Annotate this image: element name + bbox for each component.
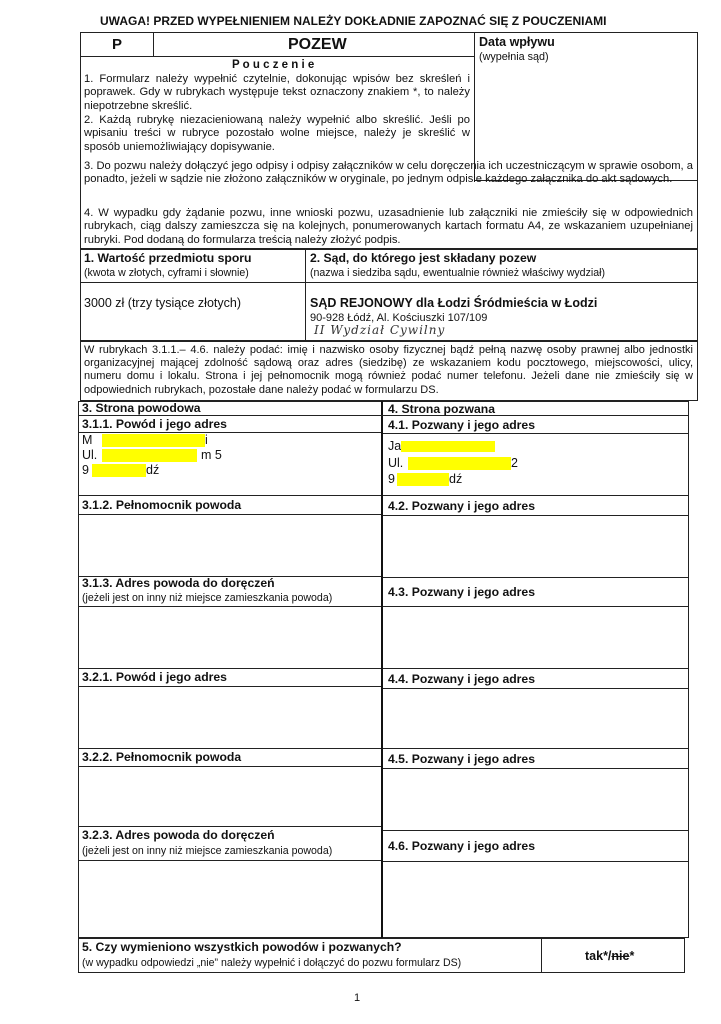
plaintiff-section-title: 3. Strona powodowa: [82, 401, 201, 415]
plaintiff-323-sub: (jeżeli jest on inny niż miejsce zamieszkania powoda): [82, 845, 333, 857]
instructions-heading: P o u c z e n i e: [232, 59, 315, 71]
defendant-45-label: 4.5. Pozwany i jego adres: [388, 752, 535, 766]
redaction-highlight: [102, 449, 197, 462]
defendant-43-label: 4.3. Pozwany i jego adres: [388, 585, 535, 599]
court-name: SĄD REJONOWY dla Łodzi Śródmieścia w Łodzi: [310, 296, 598, 310]
question5-sub: (w wypadku odpowiedzi „nie” należy wypełnić i dołączyć do pozwu formularz DS): [82, 957, 462, 969]
plaintiff-322-label: 3.2.2. Pełnomocnik powoda: [82, 750, 242, 764]
plaintiff-313-sub: (jeżeli jest on inny niż miejsce zamieszkania powoda): [82, 592, 333, 604]
form-title: POZEW: [288, 36, 347, 53]
court-sub: (nazwa i siedziba sądu, ewentualnie również właściwy wydział): [310, 267, 605, 279]
instruction-1: 1. Formularz należy wypełnić czytelnie, dokonując wpisów bez skreśleń i poprawek. Gdy w rubrykach występuje tekst oznaczony znakiem *, to należy niepotrzebne skreślić.: [84, 73, 470, 112]
question5-answer: tak*/nie*: [585, 949, 635, 963]
redaction-highlight: [401, 441, 495, 452]
plaintiff-311-label: 3.1.1. Powód i jego adres: [82, 417, 227, 431]
instruction-2: 2. Każdą rubrykę niezacieniowaną należy wypełnić albo skreślić. Jeśli po wpisaniu treści w rubryce pozostało wolne miejsce, należy je skreślić w sposób uniemożliwiający dopisywanie.: [84, 114, 470, 153]
instruction-4: 4. W wypadku gdy żądanie pozwu, inne wnioski pozwu, uzasadnienie lub załączniki nie zmieściły się w odpowiednich rubrykach, ciąg dalszy zamieszcza się na kolejnych, ponumerowanych kartach formatu A4, ze wskazaniem uzupełnianej rubryki. Pod dodaną do formularza treścią należy złożyć podpis.: [84, 207, 693, 246]
plaintiff-312-label: 3.1.2. Pełnomocnik powoda: [82, 498, 242, 512]
defendant-section-title: 4. Strona pozwana: [388, 402, 495, 416]
defendant-44-label: 4.4. Pozwany i jego adres: [388, 672, 535, 686]
receipt-date-label: Data wpływu: [479, 35, 555, 49]
defendant-41-label: 4.1. Pozwany i jego adres: [388, 418, 535, 432]
defendant-46-label: 4.6. Pozwany i jego adres: [388, 839, 535, 853]
plaintiff-323-label: 3.2.3. Adres powoda do doręczeń: [82, 828, 275, 842]
plaintiff-313-label: 3.1.3. Adres powoda do doręczeń: [82, 576, 275, 590]
court-handwritten-division: II Wydział Cywilny: [314, 323, 446, 337]
value-sub: (kwota w złotych, cyframi i słownie): [84, 267, 249, 279]
plaintiff-321-label: 3.2.1. Powód i jego adres: [82, 670, 227, 684]
redaction-highlight: [92, 464, 146, 477]
warning-banner: UWAGA! PRZED WYPEŁNIENIEM NALEŻY DOKŁADNIE ZAPOZNAĆ SIĘ Z POUCZENIAMI: [100, 14, 607, 28]
answer-no-struck: nie: [611, 949, 630, 963]
receipt-date-sub: (wypełnia sąd): [479, 51, 549, 63]
redaction-highlight: [102, 434, 205, 447]
redaction-highlight: [408, 457, 511, 470]
value-amount: 3000 zł (trzy tysiące złotych): [84, 296, 241, 310]
defendant-42-label: 4.2. Pozwany i jego adres: [388, 499, 535, 513]
court-label: 2. Sąd, do którego jest składany pozew: [310, 251, 537, 265]
value-label: 1. Wartość przedmiotu sporu: [84, 251, 252, 265]
defendant-41-content: Ja Ul. 2 9 dź: [388, 439, 518, 486]
form-code: P: [112, 36, 123, 53]
instruction-3: 3. Do pozwu należy dołączyć jego odpisy i odpisy załączników w celu doręczenia ich uczestniczącym w sprawie osobom, a ponadto, jeżeli w sądzie nie złożono załączników w oryginale, po jednym odpisie każdego załącznika do akt sądowych.: [84, 160, 693, 186]
redaction-highlight: [397, 473, 449, 486]
plaintiff-311-content: M i Ul. m 5 9 dź: [82, 433, 222, 477]
court-address: 90-928 Łódź, Al. Kościuszki 107/109: [310, 312, 488, 324]
page-number: 1: [354, 992, 361, 1004]
parties-note: W rubrykach 3.1.1.– 4.6. należy podać: imię i nazwisko osoby fizycznej bądź pełną nazwę osoby prawnej albo jednostki organizacyjnej mającej zdolność sądową oraz adres (siedzibę) ze wskazaniem kodu pocztowego, miejscowości, ulicy, numeru domu i lokalu. Strona i jej pełnomocnik mogą również podać numer telefonu. Jeżeli dane nie zmieściły się w odpowiednich rubrykach, pozostałe dane należy podać w formularzu DS.: [84, 344, 693, 396]
question5-label: 5. Czy wymieniono wszystkich powodów i pozwanych?: [82, 940, 402, 954]
